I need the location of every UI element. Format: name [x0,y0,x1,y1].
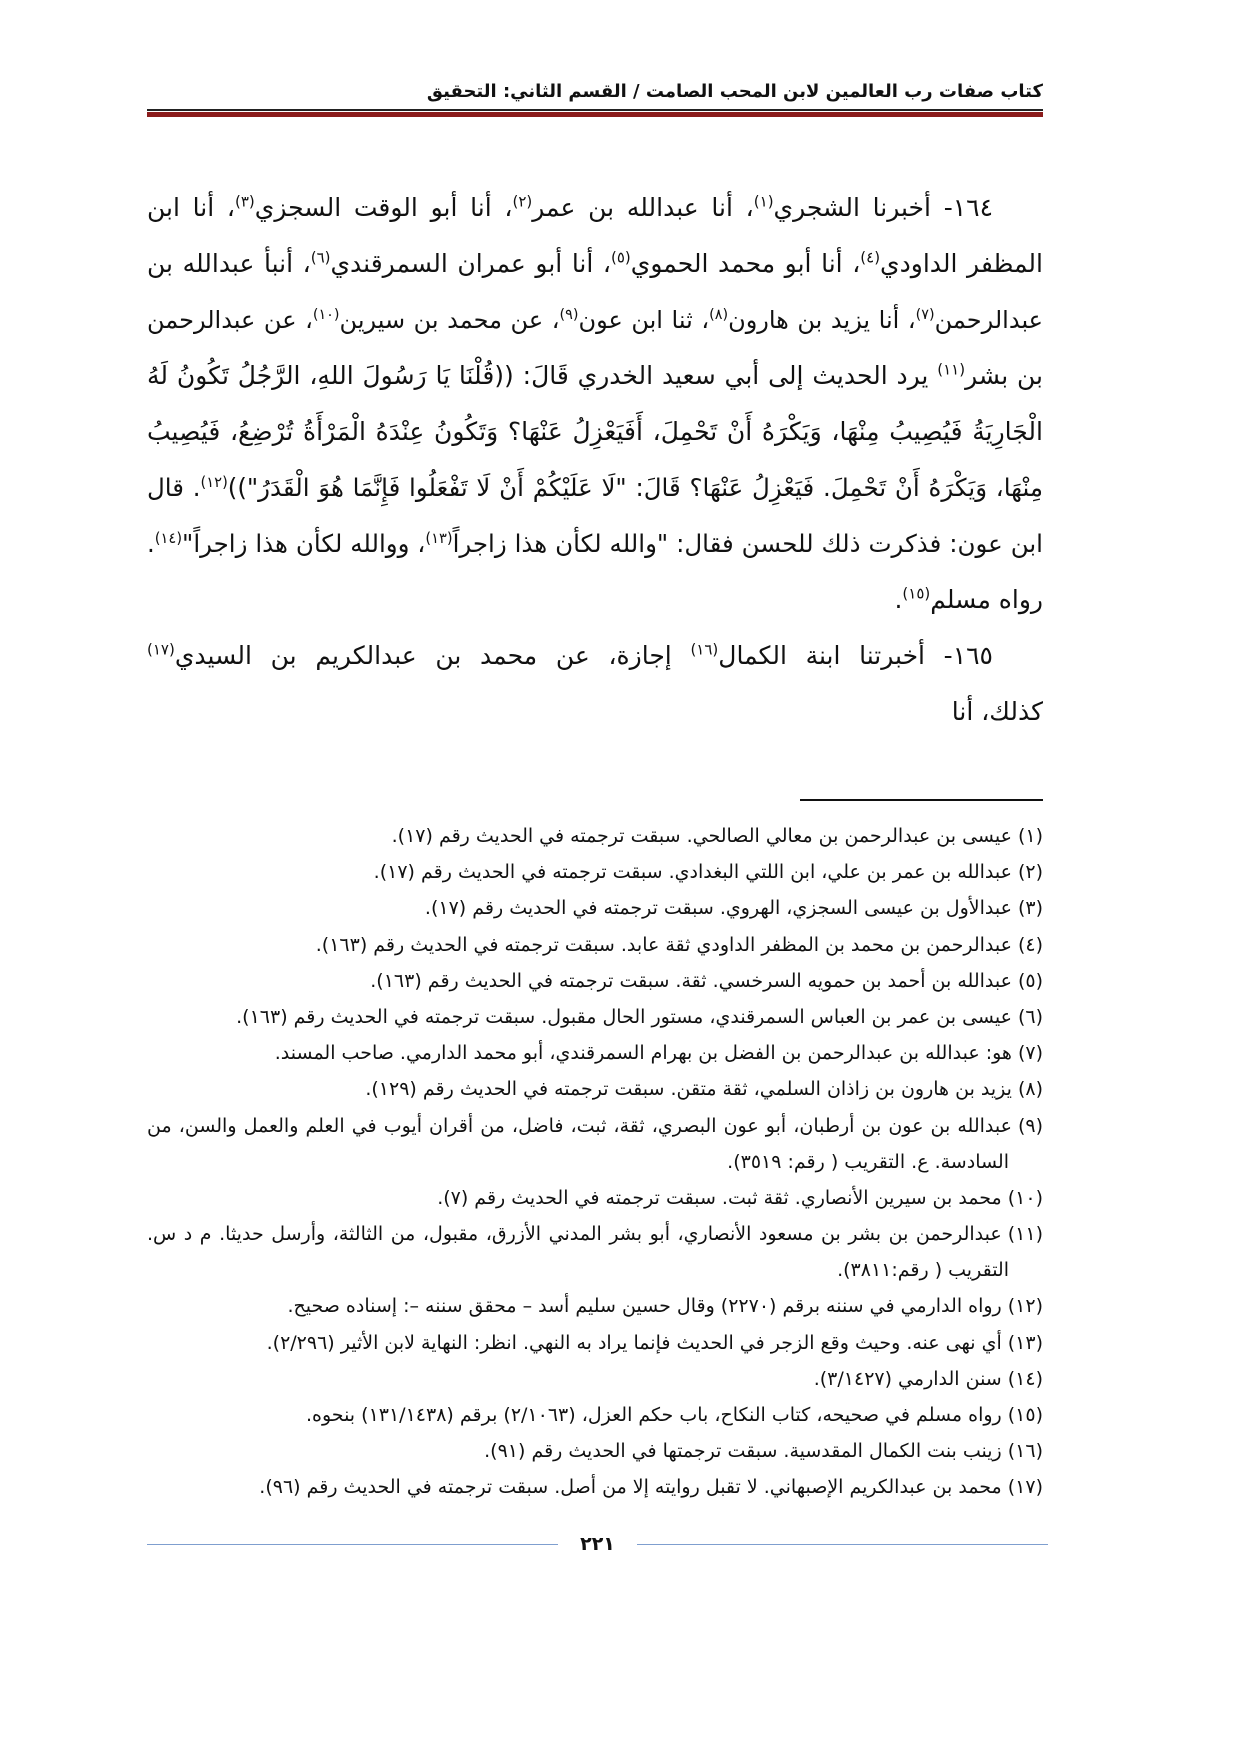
footnote-number: (٤) [1017,933,1043,956]
footnote-line-continuation: السادسة. ع. التقريب ( رقم: ٣٥١٩). [727,1150,1009,1173]
footnote-text: زينب بنت الكمال المقدسية. سبقت ترجمتها في الحديث رقم (٩١). [484,1440,1002,1463]
footnote-5 [147,963,1043,999]
footnote-13 [147,1325,1043,1361]
footnote-line [147,1433,1043,1469]
footnote-line [147,1071,1043,1107]
footnote-3 [147,890,1043,926]
footnote-text: رواه الدارمي في سننه برقم (٢٢٧٠) وقال حسين سليم أسد – محقق سننه –: إسناده صحيح. [287,1295,1002,1318]
hadith-paragraph-164 [147,180,1043,628]
footnote-number: (١٢) [1007,1295,1043,1318]
footnote-17 [147,1469,1043,1505]
footnote-line [147,1469,1043,1505]
footnote-text: سنن الدارمي (٣/١٤٢٧). [813,1367,1002,1390]
body-line: رواه مسلم$^{(١٥)}$. [894,584,1043,614]
running-header-title: كتاب صفات رب العالمين لابن المحب الصامت / القسم الثاني: التحقيق [426,81,1043,102]
hadith-paragraph-165 [147,628,1043,740]
footnote-ref: (١١) [937,360,966,379]
footnote-line [147,1035,1043,1071]
footnote-line [147,818,1043,854]
footnote-number: (١٧) [1007,1476,1043,1499]
body-line: مِنْهَا، وَيَكْرَهُ أَنْ تَحْمِلَ. فَيَعْزِلُ عَنْهَا؟ قَالَ: "لَا عَلَيْكُمْ أَنْ لَا تَفْعَلُوا فَإِنَّمَا هُوَ الْقَدَرُ"))$^{(١٢)}$. قال [147,473,1043,502]
footnote-ref: (٦) [310,248,331,267]
footnote-4 [147,927,1043,963]
footnote-ref: (٣) [235,192,255,211]
footnote-line [147,1397,1043,1433]
footnote-ref: (١٤) [154,529,183,547]
body-line: المظفر الداودي$^{(٤)}$، أنا أبو محمد الحموي$^{(٥)}$، أنا أبو عمران السمرقندي$^{(٦)}$، أنبأ عبدالله بن [147,248,1043,278]
footnote-ref: (١٦) [690,640,719,659]
footnote-line [147,1361,1043,1397]
body-line: عبدالرحمن$^{(٧)}$، أنا يزيد بن هارون$^{(٨)}$، ثنا ابن عون$^{(٩)}$، عن محمد بن سيرين$^{(١٠)}$، عن عبدالرحمن [147,306,1043,334]
footnote-number: (٢) [1017,861,1043,884]
footnote-ref: (٨) [709,307,729,323]
footnote-text: عبدالله بن أحمد بن حمويه السرخسي. ثقة. سبقت ترجمته في الحديث رقم (١٦٣). [370,969,1012,992]
header-rule-thick [147,112,1043,117]
body-line: ابن عون: فذكرت ذلك للحسن فقال: "والله لكأن هذا زاجراً$^{(١٣)}$، ووالله لكأن هذا زاجراً"$^{(١٤)}$. [147,529,1043,558]
footnote-number: (٥) [1017,969,1043,992]
footnote-line [147,1325,1043,1361]
footnote-ref: (١٠) [312,307,340,323]
footnote-ref: (٥) [611,248,631,267]
footnote-line [147,890,1043,926]
footnote-2 [147,854,1043,890]
header-rule-thin [147,109,1043,111]
footnote-line-continuation: التقريب ( رقم:٣٨١١). [837,1259,1009,1282]
footnote-number: (٣) [1017,897,1043,920]
footnote-line [147,1216,1043,1252]
footnote-9 [147,1108,1043,1180]
footnote-10 [147,1180,1043,1216]
footnote-15 [147,1397,1043,1433]
footnote-ref: (٧) [915,307,935,323]
footnote-number: (٨) [1017,1078,1043,1101]
footnote-number: (١١) [1007,1223,1043,1246]
footnote-8 [147,1071,1043,1107]
footnote-7 [147,1035,1043,1071]
footnote-line [147,999,1043,1035]
footnote-text: يزيد بن هارون بن زاذان السلمي، ثقة متقن. سبقت ترجمته في الحديث رقم (١٢٩). [365,1078,1012,1101]
page-footer [147,1530,1048,1558]
footnote-number: (١٥) [1007,1404,1043,1426]
body-line: الْجَارِيَةُ فَيُصِيبُ مِنْهَا، وَيَكْرَهُ أَنْ تَحْمِلَ، أَفَيَعْزِلُ عَنْهَا؟ وَتَكُونُ عِنْدَهُ الْمَرْأَةُ تُرْضِعُ، فَيُصِيبُ [147,417,1043,446]
footnote-line [147,1288,1043,1324]
footnote-number: (١٤) [1007,1367,1043,1390]
page-number: ٢٢١ [580,1533,615,1555]
footnote-number: (١٦) [1007,1440,1043,1463]
footnote-text: عيسى بن عمر بن العباس السمرقندي، مستور الحال مقبول. سبقت ترجمته في الحديث رقم (١٦٣). [236,1005,1012,1028]
footnote-text: عبدالأول بن عيسى السجزي، الهروي. سبقت ترجمته في الحديث رقم (١٧). [424,897,1012,920]
footnote-ref: (١٥) [902,584,931,603]
footnote-text: عبدالرحمن بن محمد بن المظفر الداودي ثقة عابد. سبقت ترجمته في الحديث رقم (١٦٣). [315,933,1012,956]
footnote-text: محمد بن عبدالكريم الإصبهاني. لا تقبل روايته إلا من أصل. سبقت ترجمته في الحديث رقم (٩٦). [259,1476,1002,1499]
body-line: ١٦٥- أخبرتنا ابنة الكمال$^{(١٦)}$ إجازة، عن محمد بن عبدالكريم بن السيدي$^{(١٧)}$ [147,640,993,670]
footnote-number: (٧) [1017,1042,1043,1065]
footnote-number: (١٣) [1007,1331,1043,1354]
footnote-16 [147,1433,1043,1469]
footnote-12 [147,1288,1043,1324]
footnote-line [147,854,1043,890]
footer-rule [637,1544,1048,1545]
footnote-ref: (١٧) [147,640,175,659]
footnote-text: محمد بن سيرين الأنصاري. ثقة ثبت. سبقت ترجمته في الحديث رقم (٧). [437,1186,1002,1209]
footnote-separator [800,799,1043,801]
footnote-text: عبدالله بن عمر بن علي، ابن اللتي البغدادي. سبقت ترجمته في الحديث رقم (١٧). [373,861,1012,884]
body-line: ١٦٤- أخبرنا الشجري$^{(١)}$، أنا عبدالله بن عمر$^{(٢)}$، أنا أبو الوقت السجزي$^{(٣)}$، أنا ابن [147,192,994,222]
footnote-text: رواه مسلم في صحيحه، كتاب النكاح، باب حكم العزل، (٢/١٠٦٣) برقم (١٣١/١٤٣٨) بنحوه. [306,1404,1002,1426]
footnote-ref: (٢) [512,192,533,211]
footnote-number: (٦) [1017,1005,1043,1028]
footnote-1 [147,818,1043,854]
footnote-14 [147,1361,1043,1397]
footnote-line [147,963,1043,999]
footnote-line [147,1180,1043,1216]
footnote-ref: (١٢) [200,473,228,491]
footnote-line [147,927,1043,963]
footnote-number: (١) [1017,825,1043,847]
footer-rule [147,1544,558,1545]
main-text [147,180,1043,740]
body-line: بن بشر$^{(١١)}$ يرد الحديث إلى أبي سعيد الخدري قَالَ: ((قُلْنَا يَا رَسُولَ اللهِ، الرَّجُلُ تَكُونُ لَهُ [147,360,1043,390]
footnote-ref: (٤) [860,248,881,267]
footnote-number: (١٠) [1007,1186,1043,1209]
footnote-6 [147,999,1043,1035]
footnote-text: هو: عبدالله بن عبدالرحمن بن الفضل بن بهرام السمرقندي، أبو محمد الدارمي. صاحب المسند. [274,1042,1012,1065]
footnote-text: عبدالرحمن بن بشر بن مسعود الأنصاري، أبو بشر المدني الأزرق، مقبول، من الثالثة، وأرسل حديثا. م د س. [147,1223,1002,1246]
footnote-ref: (١) [753,192,774,211]
footnote-text: عبدالله بن عون بن أرطبان، أبو عون البصري، ثقة، ثبت، فاضل، من أقران أيوب في العلم والعمل والسن، من [147,1114,1012,1137]
footnote-text: عيسى بن عبدالرحمن بن معالي الصالحي. سبقت ترجمته في الحديث رقم (١٧). [391,825,1012,847]
body-line: كذلك، أنا [951,697,1043,726]
footnote-ref: (١٣) [425,529,453,547]
footnotes [147,818,1043,1506]
footnote-line [147,1108,1043,1144]
footnote-number: (٩) [1017,1114,1043,1137]
footnote-11 [147,1216,1043,1288]
footnote-ref: (٩) [559,307,579,323]
footnote-text: أي نهى عنه. وحيث وقع الزجر في الحديث فإنما يراد به النهي. انظر: النهاية لابن الأثير (٢/٢٩٦). [266,1331,1002,1354]
